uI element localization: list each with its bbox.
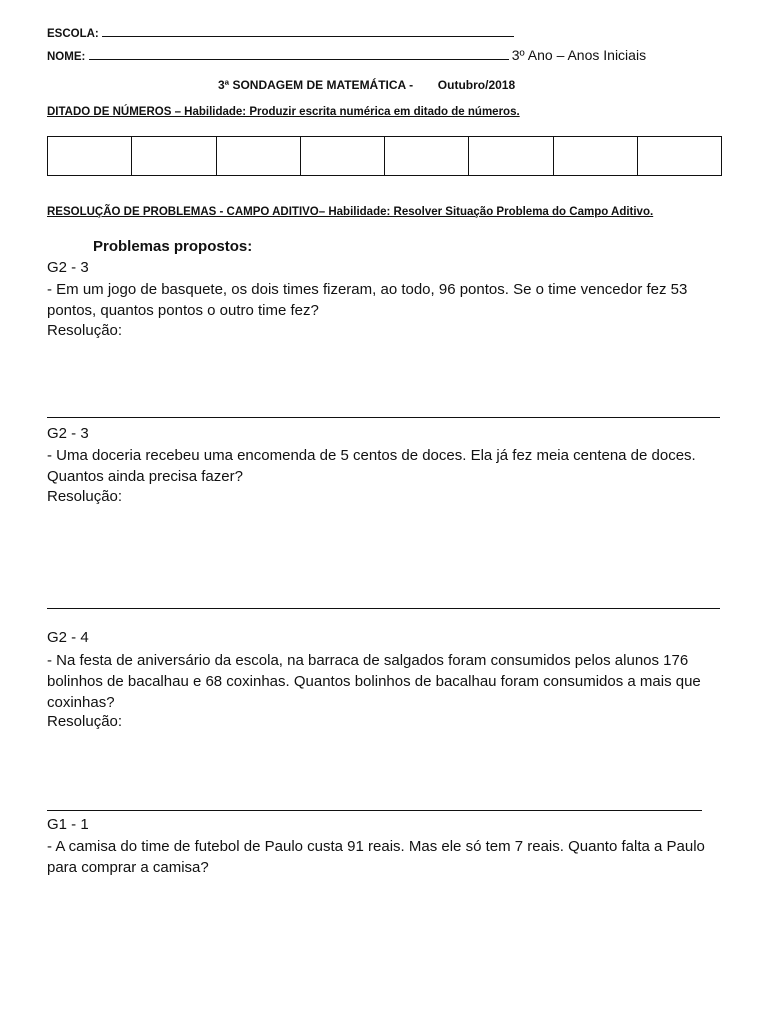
school-line: [47, 26, 514, 40]
problem-2-separator: [47, 608, 720, 609]
problem-1-code: G2 - 3: [47, 259, 89, 276]
dictation-cell[interactable]: [300, 137, 384, 176]
problem-2-code: G2 - 3: [47, 425, 89, 442]
school-blank: [102, 26, 514, 37]
problem-3-resolution-label: Resolução:: [47, 713, 123, 730]
problem-1-text: - Em um jogo de basquete, os dois times fizeram, ao todo, 96 pontos. Se o time vencedor fez 53 pontos, quantos pontos o outro time fez?: [47, 281, 688, 319]
problem-3-separator: [47, 810, 702, 811]
page-title: [218, 78, 515, 92]
dictation-cell[interactable]: [469, 137, 553, 176]
dictation-cell[interactable]: [216, 137, 300, 176]
problem-3-code: G2 - 4: [47, 629, 89, 646]
dictation-heading: DITADO DE NÚMEROS – Habilidade: Produzir escrita numérica em ditado de números.: [47, 106, 520, 118]
problems-subheading: Problemas propostos:: [93, 238, 253, 255]
name-blank: [89, 49, 509, 60]
title-date: Outubro/2018: [437, 78, 516, 92]
school-label: ESCOLA:: [47, 28, 99, 40]
problem-2-resolution-label: Resolução:: [47, 488, 123, 505]
problem-2-text: - Uma doceria recebeu uma encomenda de 5 centos de doces. Ela já fez meia centena de doces. Quantos ainda precisa fazer?: [47, 447, 696, 485]
dictation-grid: [47, 136, 722, 176]
dictation-cell[interactable]: [48, 137, 132, 176]
problem-1-resolution-label: Resolução:: [47, 322, 123, 339]
dictation-cell[interactable]: [553, 137, 637, 176]
name-label: NOME:: [47, 51, 86, 63]
name-line: [47, 47, 646, 63]
problems-heading: RESOLUÇÃO DE PROBLEMAS - CAMPO ADITIVO– Habilidade: Resolver Situação Problema do Campo Aditivo.: [47, 206, 654, 218]
problem-3-text: - Na festa de aniversário da escola, na barraca de salgados foram consumidos pelos alunos 176 bolinhos de bacalhau e 68 coxinhas. Quantos bolinhos de bacalhau foram consumidos a mais que coxinhas?: [47, 652, 701, 711]
dictation-cell[interactable]: [637, 137, 721, 176]
title-text: 3ª SONDAGEM DE MATEMÁTICA -: [218, 78, 414, 92]
problem-1-separator: [47, 417, 720, 418]
problem-4-text: - A camisa do time de futebol de Paulo custa 91 reais. Mas ele só tem 7 reais. Quanto falta a Paulo para comprar a camisa?: [47, 838, 705, 876]
grade-label: 3º Ano – Anos Iniciais: [511, 47, 647, 63]
dictation-cell[interactable]: [385, 137, 469, 176]
dictation-cell[interactable]: [132, 137, 216, 176]
problem-4-code: G1 - 1: [47, 816, 89, 833]
